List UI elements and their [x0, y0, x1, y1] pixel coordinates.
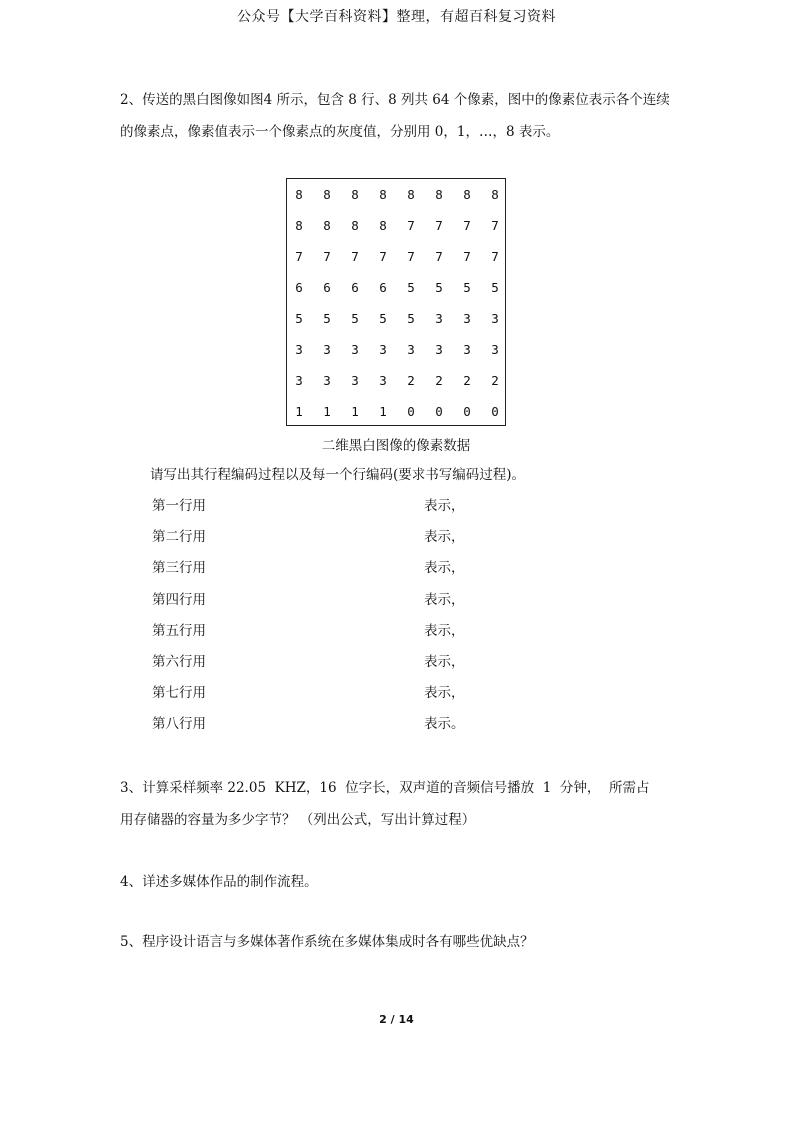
- pixel-grid: [286, 178, 506, 426]
- grid-cell: 3: [323, 373, 331, 388]
- question-5: 5、程序设计语言与多媒体著作系统在多媒体集成时各有哪些优缺点？: [120, 934, 534, 950]
- grid-cell: 7: [407, 218, 415, 233]
- question-2-line-2: 的像素点，像素值表示一个像素点的灰度值，分别用 0，1，…，8 表示。: [120, 124, 560, 140]
- grid-cell: 5: [491, 280, 499, 295]
- grid-row: [287, 272, 505, 303]
- grid-cell: 7: [379, 249, 387, 264]
- grid-cell: 1: [379, 404, 387, 419]
- instruction-text: 请写出其行程编码过程以及每一个行编码(要求书写编码过程)。: [150, 467, 526, 483]
- grid-cell: 2: [407, 373, 415, 388]
- grid-cell: 0: [407, 404, 415, 419]
- grid-cell: 3: [351, 342, 359, 357]
- grid-cell: 3: [323, 342, 331, 357]
- grid-cell: 2: [491, 373, 499, 388]
- grid-cell: 3: [407, 342, 415, 357]
- grid-cell: 1: [323, 404, 331, 419]
- grid-cell: 3: [351, 373, 359, 388]
- grid-cell: 3: [435, 342, 443, 357]
- grid-row: [287, 241, 505, 272]
- grid-cell: 8: [323, 218, 331, 233]
- grid-cell: 8: [379, 187, 387, 202]
- grid-cell: 7: [295, 249, 303, 264]
- grid-cell: 6: [323, 280, 331, 295]
- row-suffix: 表示。: [424, 716, 465, 733]
- grid-cell: 3: [295, 373, 303, 388]
- grid-cell: 5: [407, 311, 415, 326]
- grid-cell: 7: [323, 249, 331, 264]
- grid-cell: 3: [295, 342, 303, 357]
- question-3: [120, 772, 680, 836]
- grid-cell: 7: [491, 249, 499, 264]
- grid-cell: 3: [491, 342, 499, 357]
- grid-row: [287, 334, 505, 365]
- grid-caption: 二维黑白图像的像素数据: [321, 438, 471, 454]
- grid-cell: 8: [323, 187, 331, 202]
- grid-cell: 8: [491, 187, 499, 202]
- grid-cell: 3: [379, 373, 387, 388]
- grid-cell: 3: [435, 311, 443, 326]
- grid-cell: 6: [379, 280, 387, 295]
- grid-cell: 5: [379, 311, 387, 326]
- grid-cell: 7: [435, 218, 443, 233]
- grid-cell: 5: [295, 311, 303, 326]
- grid-cell: 0: [435, 404, 443, 419]
- row-label: 第五行用: [152, 622, 206, 639]
- grid-cell: 8: [295, 187, 303, 202]
- grid-row: [287, 365, 505, 396]
- grid-cell: 8: [463, 187, 471, 202]
- grid-cell: 2: [463, 373, 471, 388]
- grid-cell: 5: [351, 311, 359, 326]
- page-header: 公众号【大学百科资料】整理，有超百科复习资料: [237, 9, 556, 25]
- row-suffix: 表示，: [424, 654, 465, 670]
- grid-cell: 8: [351, 187, 359, 202]
- question-2: [120, 84, 680, 148]
- grid-cell: 7: [351, 249, 359, 264]
- grid-row: [287, 179, 505, 210]
- grid-cell: 8: [407, 187, 415, 202]
- grid-cell: 2: [435, 373, 443, 388]
- page-number: 2 / 14: [379, 1013, 414, 1026]
- grid-cell: 8: [295, 218, 303, 233]
- row-label: 第六行用: [152, 654, 206, 670]
- grid-cell: 3: [491, 311, 499, 326]
- grid-cell: 7: [463, 218, 471, 233]
- grid-cell: 3: [379, 342, 387, 357]
- grid-cell: 8: [379, 218, 387, 233]
- grid-cell: 0: [463, 404, 471, 419]
- grid-cell: 7: [435, 249, 443, 264]
- grid-cell: 6: [351, 280, 359, 295]
- row-suffix: 表示，: [424, 591, 465, 608]
- question-2-line-1: 2、传送的黑白图像如图4 所示，包含 8 行、8 列共 64 个像素，图中的像素位表示各个连续: [120, 92, 670, 108]
- grid-cell: 3: [463, 311, 471, 326]
- question-4: 4、详述多媒体作品的制作流程。: [120, 874, 318, 890]
- row-suffix: 表示，: [424, 685, 465, 702]
- grid-cell: 5: [407, 280, 415, 295]
- grid-cell: 5: [463, 280, 471, 295]
- grid-cell: 1: [351, 404, 359, 419]
- grid-cell: 8: [351, 218, 359, 233]
- question-3-line-1: 3、计算采样频率 22.05 KHZ，16 位字长，双声道的音频信号播放 1 分钟， 所需占: [120, 780, 650, 796]
- grid-cell: 5: [435, 280, 443, 295]
- grid-cell: 3: [463, 342, 471, 357]
- grid-row: [287, 210, 505, 241]
- row-label: 第七行用: [152, 685, 206, 702]
- row-label: 第二行用: [152, 529, 206, 546]
- grid-cell: 1: [295, 404, 303, 419]
- row-suffix: 表示，: [424, 560, 465, 577]
- row-label: 第一行用: [152, 498, 206, 514]
- row-label: 第三行用: [152, 560, 206, 577]
- row-suffix: 表示，: [424, 529, 465, 546]
- grid-row: [287, 303, 505, 334]
- grid-cell: 8: [435, 187, 443, 202]
- row-suffix: 表示，: [424, 622, 465, 639]
- grid-cell: 0: [491, 404, 499, 419]
- row-label: 第八行用: [152, 716, 206, 733]
- grid-cell: 6: [295, 280, 303, 295]
- row-suffix: 表示，: [424, 498, 465, 514]
- grid-cell: 7: [407, 249, 415, 264]
- grid-cell: 7: [463, 249, 471, 264]
- row-label: 第四行用: [152, 591, 206, 608]
- question-3-line-2: 用存储器的容量为多少字节？ （列出公式，写出计算过程）: [120, 812, 476, 828]
- grid-cell: 7: [491, 218, 499, 233]
- grid-cell: 5: [323, 311, 331, 326]
- grid-row: [287, 396, 505, 427]
